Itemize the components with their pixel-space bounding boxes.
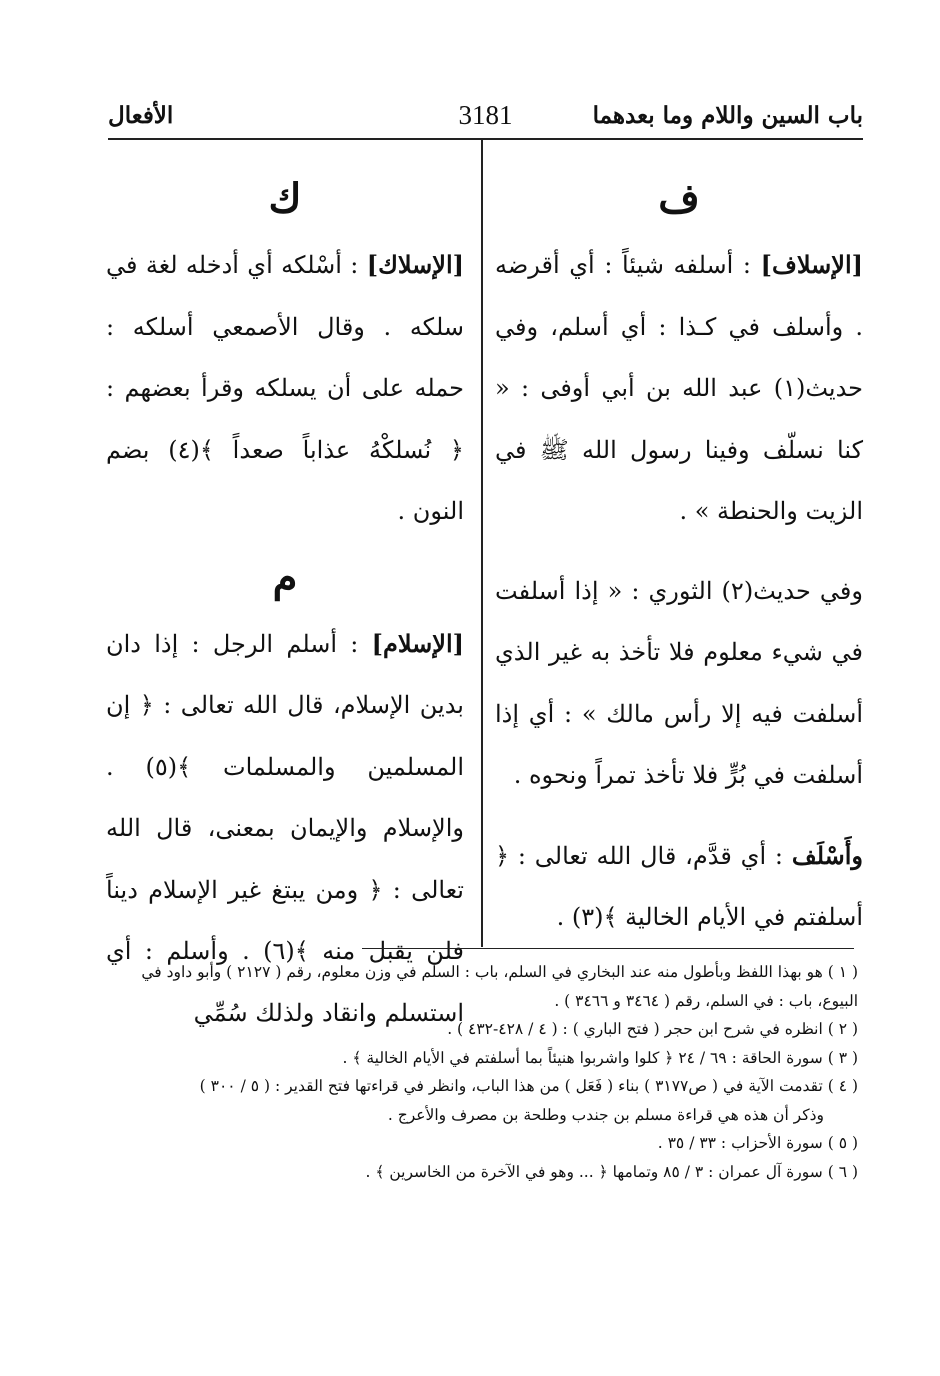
header-rule xyxy=(108,138,863,140)
footnotes xyxy=(98,958,858,1186)
page-header xyxy=(108,96,863,140)
entry-term: [الإسلاف] xyxy=(760,250,863,279)
section-letter-fa: ف xyxy=(658,175,700,222)
section-letter-kaf: ك xyxy=(268,175,302,222)
entry-text: : أي قدَّم، قال الله تعالى : ﴿ أسلفتم في الأيام الخالية ﴾(٣) . xyxy=(495,841,863,931)
entry-text: وفي حديث(٢) الثوري : « إذا أسلفت في شيء معلوم فلا تأخذ به غير الذي أسلفت فيه إلا رأس مالك » : أي إذا أسلفت في بُرٍّ فلا تأخذ تمراً ونحوه . xyxy=(495,576,863,789)
footnote: ( ٦ ) سورة آل عمران : ٣ / ٨٥ وتمامها ﴿ ... وهو في الآخرة من الخاسرين ﴾ . xyxy=(365,1162,858,1181)
entry-islak xyxy=(106,234,464,543)
footnote: ( ٢ ) انظره في شرح ابن حجر ( فتح الباري ) : ( ٤ / ٤٢٨-٤٣٢ ) . xyxy=(447,1020,858,1038)
page-number: 3181 xyxy=(458,100,513,130)
footnote: ( ١ ) هو بهذا اللفظ وبأطول منه عند البخاري في السلم، باب : السلم في وزن معلوم، رقم ( ٢١٢٧ ) وأبو داود في البيوع، باب : في السلم، رقم ( ٣٤٦٤ و ٣٤٦٦ ) . xyxy=(141,963,858,1010)
footnote: وذكر أن هذه هي قراءة مسلم بن جندب وطلحة بن مصرف والأعرج . xyxy=(387,1105,824,1124)
entry-term: وأَسْلَف xyxy=(791,840,863,870)
footnote: ( ٥ ) سورة الأحزاب : ٣٣ / ٣٥ . xyxy=(657,1134,858,1152)
entry-term: [الإسلاك] xyxy=(366,250,464,279)
section-letter-mim: م xyxy=(272,553,298,601)
entry-text: : أسلفه شيئاً : أي أقرضه . وأسلف في كـذا : أي أسلم، وفي حديث(١) عبد الله بن أبي أوفى : « كنا نسلّف وفينا رسول الله ﷺ في الزيت والحنطة » . xyxy=(495,251,863,525)
footnote-rule xyxy=(362,948,854,949)
running-head-section: الأفعال xyxy=(108,102,174,129)
footnote: ( ٤ ) تقدمت الآية في ( ص٣١٧٧ ) بناء ( فَعَل ) من هذا الباب، وانظر في قراءتها فتح القدير : ( ٥ / ٣٠٠ ) xyxy=(199,1077,858,1095)
entry-term: [الإسلام] xyxy=(371,628,464,658)
entry-islaf xyxy=(495,234,863,543)
left-column xyxy=(106,164,464,1044)
entry-text: : أسْلكه أي أدخله لغة في سلكه . وقال الأصمعي أسلكه : حمله على أن يسلكه وقرأ بعضهم : ﴿ نُسلكْهُ عذاباً صعداً ﴾(٤) بضم النون . xyxy=(106,251,464,525)
entry-text: : أسلم الرجل : إذا دان بدين الإسلام، قال الله تعالى : ﴿ إن المسلمين والمسلمات ﴾(٥) . والإسلام والإيمان بمعنى، قال الله تعالى : ﴿ ومن يبتغ غير الإسلام ديناً فلن يقبل منه ﴾(٦) . وأسلم : أي استسلم وانقاد ولذلك سُمِّي xyxy=(106,629,464,1027)
footnote: ( ٣ ) سورة الحاقة : ٦٩ / ٢٤ ﴿ كلوا واشربوا هنيئاً بما أسلفتم في الأيام الخالية ﴾ . xyxy=(342,1048,858,1067)
running-head-chapter: باب السين واللام وما بعدهما xyxy=(592,102,863,129)
right-column xyxy=(495,164,863,949)
entry-thawri-hadith xyxy=(495,561,863,807)
column-divider xyxy=(481,139,483,947)
entry-aslafa xyxy=(495,825,863,949)
